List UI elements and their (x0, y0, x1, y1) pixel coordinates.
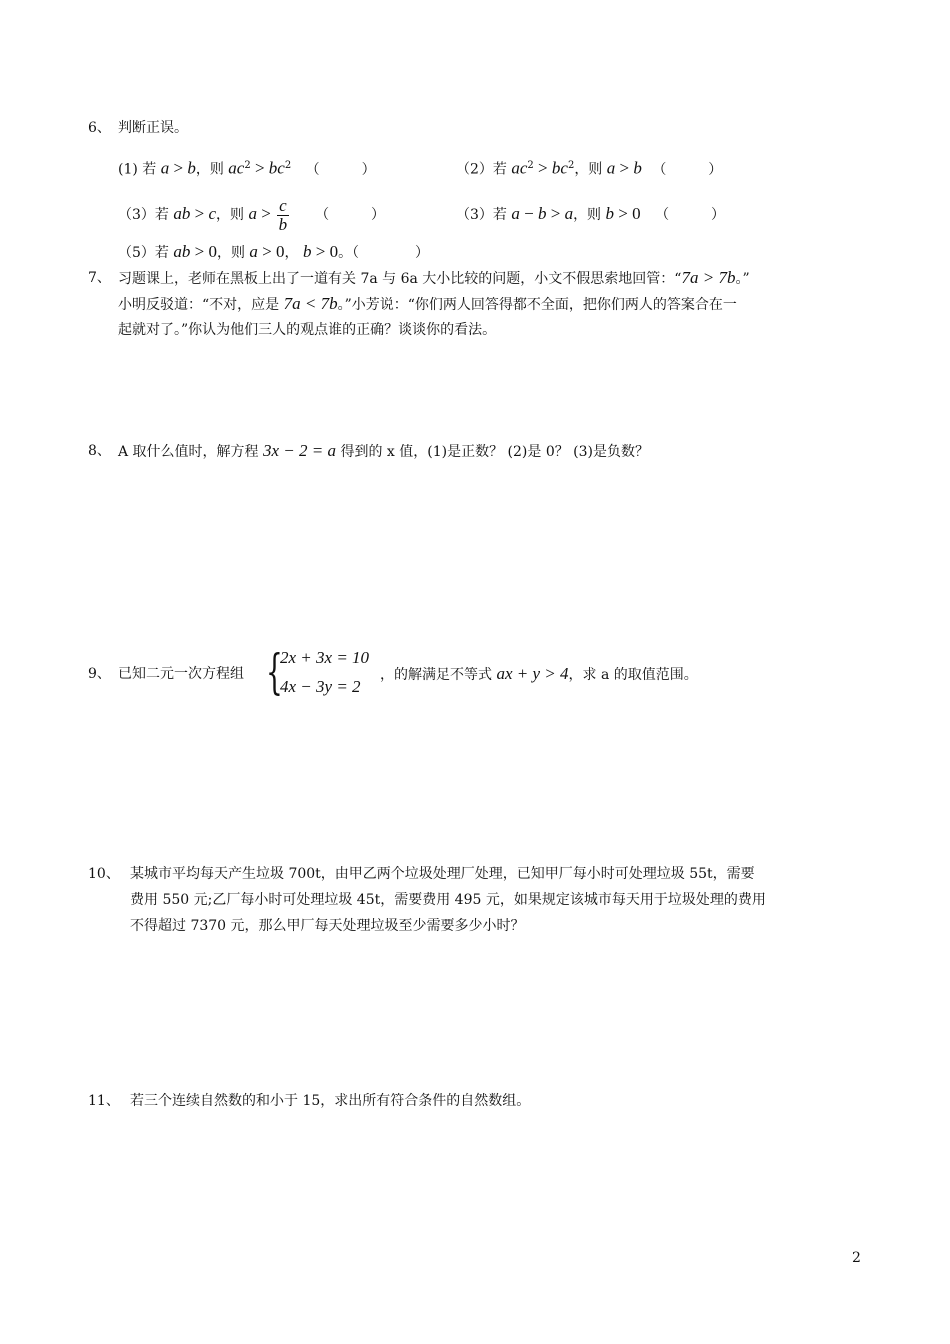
q6-item-2: （2）若 $ac^2 > bc^2$，则 a > b （ ） (456, 158, 723, 178)
q9-number: 9、 (88, 666, 111, 682)
q10-number: 10、 (88, 866, 120, 882)
q10-line-2: 费用 550 元;乙厂每小时可处理垃圾 45t，需要费用 495 元，如果规定该城市每天用于垃圾处理的费用 (130, 892, 766, 908)
q10-line-3: 不得超过 7370 元，那么甲厂每天处理垃圾至少需要多少小时？ (130, 918, 525, 934)
page-number: 2 (852, 1250, 861, 1266)
q6-item-3: （3）若 ab > c，则 a > $\frac{c}{b}$ （ ） (118, 195, 386, 234)
q9-intro: 已知二元一次方程组 (118, 666, 244, 682)
q6-item-5: （5）若 ab > 0，则 a > 0， b > 0。（ ） (118, 242, 430, 261)
q8-text: A 取什么值时，解方程 3x − 2 = a 得到的 x 值，(1)是正数？ (2)是 0？ (3)是负数？ (118, 441, 650, 460)
q8-number: 8、 (88, 443, 111, 459)
q6-title: 判断正误。 (118, 120, 188, 136)
q11-number: 11、 (88, 1093, 120, 1109)
q6-number: 6、 (88, 120, 111, 136)
q7-line-3: 起就对了。”你认为他们三人的观点谁的正确？谈谈你的看法。 (118, 322, 497, 338)
q7-line-2: 小明反驳道：“不对，应是 7a < 7b。”小芳说：“你们两人回答得都不全面，把你们两人的答案合在一 (118, 294, 737, 313)
q10-line-1: 某城市平均每天产生垃圾 700t，由甲乙两个垃圾处理厂处理，已知甲厂每小时可处理垃圾 55t，需要 (130, 866, 755, 882)
q7-line-1: 习题课上，老师在黑板上出了一道有关 7a 与 6a 大小比较的问题，小文不假思索地回管：“7a > 7b。” (118, 268, 750, 287)
q6-item-1: (1) 若 a > b，则 $ac^2 > bc^2$ （ ） (118, 158, 376, 178)
q9-condition: ，的解满足不等式 ax + y > 4，求 a 的取值范围。 (380, 664, 698, 683)
system-eq-1: 2x + 3x = 10 (280, 648, 370, 667)
q6-item-4: （3）若 a − b > a，则 b > 0 （ ） (456, 204, 726, 223)
q7-number: 7、 (88, 270, 111, 286)
system-eq-2: 4x − 3y = 2 (280, 677, 361, 696)
q11-text: 若三个连续自然数的和小于 15，求出所有符合条件的自然数组。 (130, 1093, 531, 1109)
fraction-c-over-b: $\frac{c}{b}$ (278, 195, 288, 234)
system-brace: { (266, 644, 283, 700)
